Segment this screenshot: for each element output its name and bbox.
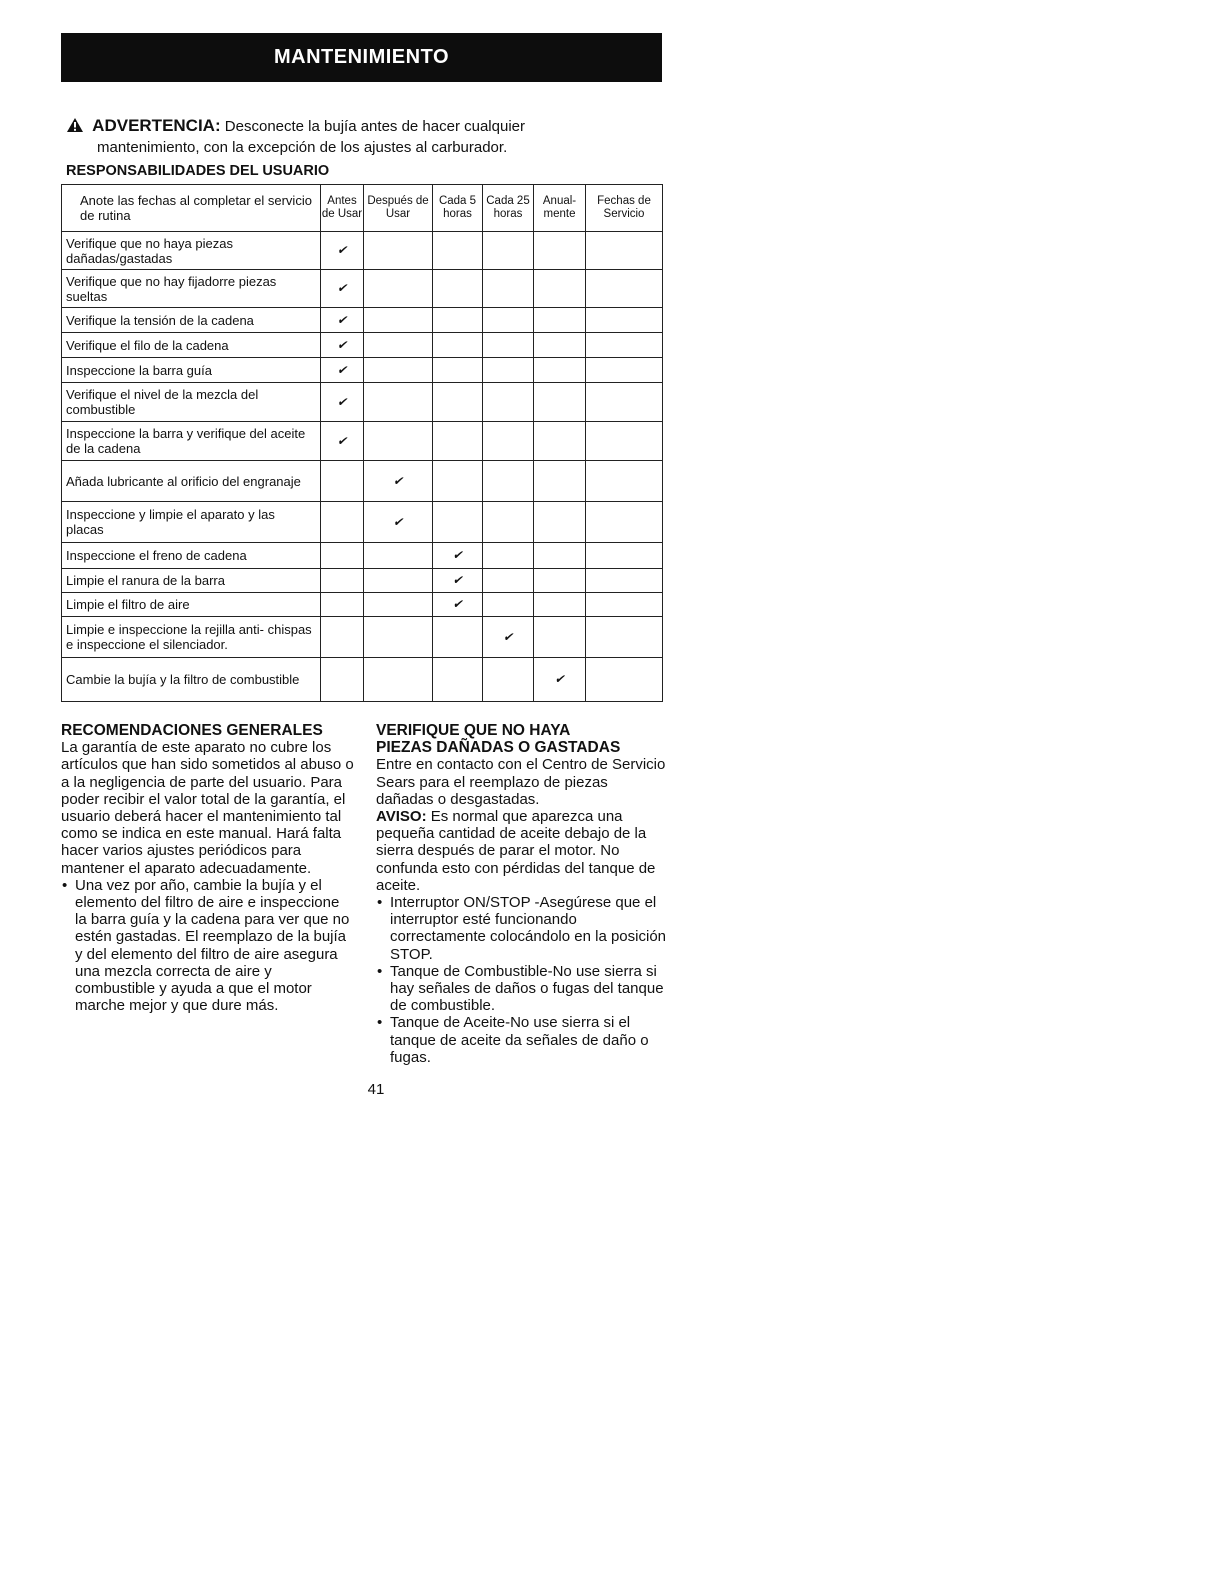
cell-cada25 (483, 270, 534, 308)
cell-antes (321, 422, 364, 461)
cell-cada5 (433, 461, 483, 502)
task-cell: Verifique el filo de la cadena (62, 333, 321, 358)
cell-antes (321, 232, 364, 270)
cell-cada25 (483, 383, 534, 422)
header-cada5: Cada 5 horas (433, 185, 483, 232)
cell-despues (364, 569, 433, 593)
cell-anual (534, 502, 586, 543)
header-cada25: Cada 25 horas (483, 185, 534, 232)
task-cell: Inspeccione la barra y verifique del aceite de la cadena (62, 422, 321, 461)
task-cell: Verifique el nivel de la mezcla del combustible (62, 383, 321, 422)
table-row (62, 358, 663, 383)
cell-cada5 (433, 383, 483, 422)
cell-anual (534, 333, 586, 358)
cell-fechas (586, 502, 663, 543)
cell-anual (534, 308, 586, 333)
cell-cada25 (483, 333, 534, 358)
table-row (62, 569, 663, 593)
table-row (62, 333, 663, 358)
warning-label: ADVERTENCIA: (92, 116, 221, 135)
cell-cada5 (433, 593, 483, 617)
cell-antes (321, 270, 364, 308)
table-body (62, 232, 663, 702)
header-despues: Después de Usar (364, 185, 433, 232)
cell-anual (534, 569, 586, 593)
cell-fechas (586, 270, 663, 308)
check-mark-icon: ✔ (336, 312, 348, 327)
cell-cada25 (483, 593, 534, 617)
task-cell: Verifique que no haya piezas dañadas/gastadas (62, 232, 321, 270)
cell-fechas (586, 617, 663, 658)
task-cell: Verifique que no hay fijadorre piezas sueltas (62, 270, 321, 308)
cell-fechas (586, 569, 663, 593)
cell-antes (321, 593, 364, 617)
check-mark-icon: ✔ (502, 629, 514, 644)
cell-cada25 (483, 308, 534, 333)
aviso-label: AVISO: (376, 808, 427, 826)
check-mark-icon: ✔ (452, 597, 463, 611)
cell-anual (534, 617, 586, 658)
cell-cada25 (483, 422, 534, 461)
aviso-paragraph (376, 808, 668, 894)
cell-cada25 (483, 569, 534, 593)
cell-fechas (586, 308, 663, 333)
cell-fechas (586, 358, 663, 383)
cell-despues (364, 422, 433, 461)
cell-fechas (586, 232, 663, 270)
cell-antes (321, 617, 364, 658)
task-cell: Inspeccione el freno de cadena (62, 543, 321, 569)
maintenance-table (61, 184, 663, 702)
recomendaciones-paragraph: La garantía de este aparato no cubre los artículos que han sido sometidos al abuso o a la negligencia de parte del usuario. Para poder recibir el valor total de la garantía, el usuario deberá hacer el mantenimiento tal como se indica en este manual. Hará falta hacer varios ajustes periódicos para mantener el aparato adecuadamente. (61, 739, 354, 877)
cell-cada5 (433, 569, 483, 593)
cell-fechas (586, 461, 663, 502)
check-mark-icon: ✔ (336, 394, 348, 409)
check-mark-icon: ✔ (392, 514, 404, 529)
cell-anual (534, 270, 586, 308)
table-row (62, 543, 663, 569)
cell-cada5 (433, 617, 483, 658)
cell-despues (364, 461, 433, 502)
cell-cada5 (433, 232, 483, 270)
cell-anual (534, 658, 586, 702)
cell-cada25 (483, 502, 534, 543)
verifique-bullet-switch: • Interruptor ON/STOP -Asegúrese que el interruptor esté funcionando correctamente colocándolo en la posición STOP. (376, 894, 668, 963)
header-task: Anote las fechas al completar el servicio de rutina (62, 185, 321, 232)
check-mark-icon: ✔ (336, 281, 348, 295)
warning-text-line1: Desconecte la bujía antes de hacer cualquier (224, 118, 525, 135)
cell-cada25 (483, 461, 534, 502)
verifique-bullet-oil-tank: • Tanque de Aceite-No use sierra si el tanque de aceite da señales de daño o fugas. (376, 1014, 668, 1066)
cell-despues (364, 502, 433, 543)
cell-antes (321, 502, 364, 543)
cell-despues (364, 333, 433, 358)
cell-cada5 (433, 502, 483, 543)
aviso-text: Es normal que aparezca una pequeña cantidad de aceite debajo de la sierra después de parar el motor. No confunda esto con pérdidas del tanque de aceite. (376, 808, 656, 894)
cell-despues (364, 308, 433, 333)
check-mark-icon: ✔ (336, 337, 348, 352)
task-cell: Limpie el filtro de aire (62, 593, 321, 617)
cell-antes (321, 543, 364, 569)
cell-antes (321, 569, 364, 593)
cell-despues (364, 232, 433, 270)
table-row (62, 308, 663, 333)
check-mark-icon: ✔ (452, 573, 463, 587)
cell-fechas (586, 383, 663, 422)
cell-antes (321, 308, 364, 333)
page-header (61, 33, 662, 82)
cell-anual (534, 358, 586, 383)
cell-despues (364, 543, 433, 569)
cell-fechas (586, 593, 663, 617)
table-row (62, 502, 663, 543)
cell-anual (534, 383, 586, 422)
cell-fechas (586, 543, 663, 569)
table-header-row (62, 185, 663, 232)
cell-antes (321, 461, 364, 502)
cell-cada25 (483, 358, 534, 383)
cell-anual (534, 461, 586, 502)
cell-anual (534, 543, 586, 569)
cell-anual (534, 593, 586, 617)
cell-despues (364, 617, 433, 658)
recomendaciones-title: RECOMENDACIONES GENERALES (61, 722, 323, 739)
cell-cada5 (433, 333, 483, 358)
warning-text-line2: mantenimiento, con la excepción de los ajustes al carburador. (97, 139, 508, 156)
cell-despues (364, 383, 433, 422)
cell-cada5 (433, 270, 483, 308)
task-cell: Limpie e inspeccione la rejilla anti- chispas e inspeccione el silenciador. (62, 617, 321, 658)
table-row (62, 422, 663, 461)
table-row (62, 232, 663, 270)
cell-antes (321, 333, 364, 358)
cell-despues (364, 658, 433, 702)
cell-cada25 (483, 543, 534, 569)
check-mark-icon: ✔ (554, 672, 565, 686)
cell-cada25 (483, 617, 534, 658)
cell-anual (534, 422, 586, 461)
cell-antes (321, 383, 364, 422)
cell-cada5 (433, 658, 483, 702)
cell-fechas (586, 422, 663, 461)
verifique-paragraph: Entre en contacto con el Centro de Servicio Sears para el reemplazo de piezas dañadas o desgastadas. (376, 756, 666, 808)
header-antes: Antes de Usar (321, 185, 364, 232)
task-cell: Inspeccione la barra guía (62, 358, 321, 383)
cell-fechas (586, 333, 663, 358)
task-cell: Verifique la tensión de la cadena (62, 308, 321, 333)
check-mark-icon: ✔ (392, 473, 404, 488)
check-mark-icon: ✔ (336, 362, 348, 377)
recomendaciones-section (61, 722, 354, 1014)
check-mark-icon: ✔ (336, 243, 348, 257)
header-fechas: Fechas de Servicio (586, 185, 663, 232)
recomendaciones-bullet: • Una vez por año, cambie la bujía y el elemento del filtro de aire e inspeccione la barra guía y la cadena para ver que no estén gastadas. El reemplazo de la bujía y del elemento del filtro de aire asegura una mezcla correcta de aire y combustible y ayuda a que el motor marche mejor y que dure más. (61, 877, 354, 1015)
verifique-bullet-fuel-tank: • Tanque de Combustible-No use sierra si hay señales de daños o fugas del tanque de combustible. (376, 963, 668, 1015)
header-anual: Anual- mente (534, 185, 586, 232)
warning-triangle-icon (66, 117, 88, 138)
task-cell: Limpie el ranura de la barra (62, 569, 321, 593)
page-title: MANTENIMIENTO (273, 46, 449, 68)
warning-block (66, 116, 666, 157)
cell-cada25 (483, 232, 534, 270)
table-row (62, 658, 663, 702)
verifique-title-line2: PIEZAS DAÑADAS O GASTADAS (376, 739, 621, 757)
table-row (62, 383, 663, 422)
cell-despues (364, 358, 433, 383)
task-cell: Inspeccione y limpie el aparato y las placas (62, 502, 321, 543)
cell-antes (321, 358, 364, 383)
table-row (62, 270, 663, 308)
cell-anual (534, 232, 586, 270)
check-mark-icon: ✔ (336, 433, 348, 448)
table-row (62, 461, 663, 502)
verifique-title-line1: VERIFIQUE QUE NO HAYA (376, 722, 571, 739)
section-title: RESPONSABILIDADES DEL USUARIO (66, 163, 330, 179)
table-row (62, 617, 663, 658)
cell-despues (364, 593, 433, 617)
check-mark-icon: ✔ (452, 548, 463, 562)
table-row (62, 593, 663, 617)
cell-antes (321, 658, 364, 702)
cell-cada5 (433, 358, 483, 383)
task-cell: Cambie la bujía y la filtro de combustible (62, 658, 321, 702)
page-number: 41 (367, 1081, 385, 1098)
cell-cada25 (483, 658, 534, 702)
task-cell: Añada lubricante al orificio del engranaje (62, 461, 321, 502)
verifique-section (376, 722, 668, 1066)
cell-cada5 (433, 308, 483, 333)
cell-despues (364, 270, 433, 308)
cell-cada5 (433, 422, 483, 461)
cell-cada5 (433, 543, 483, 569)
cell-fechas (586, 658, 663, 702)
